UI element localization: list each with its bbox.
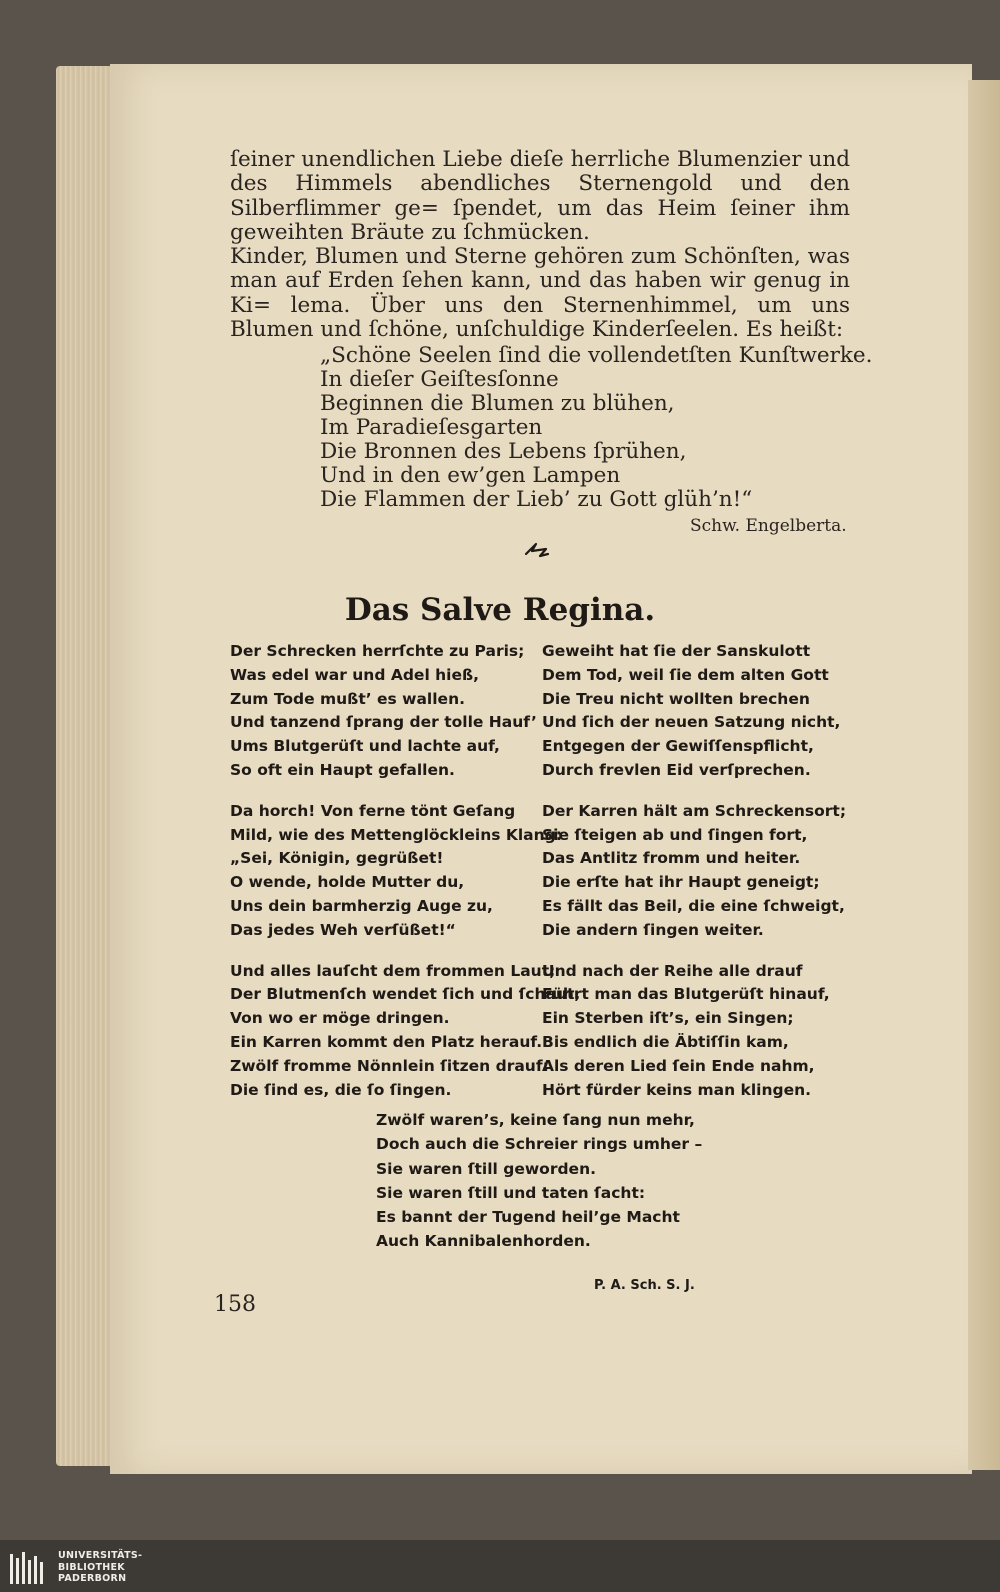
verse-line: „Sei, Königin, gegrüßet! — [230, 849, 444, 868]
verse-line: Ein Karren kommt den Platz herauf. — [230, 1032, 543, 1051]
verse-line: Sie ſteigen ab und ſingen fort, — [542, 825, 808, 844]
verse-line: Die andern ſingen weiter. — [542, 920, 764, 939]
verse-line: Durch frevlen Eid verſprechen. — [542, 760, 811, 779]
verse-line: So oft ein Haupt gefallen. — [230, 760, 455, 779]
verse-line: Zwölf waren’s, keine ſang nun mehr, — [376, 1111, 695, 1129]
verse-line: Von wo er möge dringen. — [230, 1009, 450, 1028]
library-name-line: BIBLIOTHEK — [58, 1561, 125, 1573]
quote-line: Beginnen die Blumen zu blühen, — [320, 391, 675, 416]
library-name-line: UNIVERSITÄTS- — [58, 1550, 143, 1561]
verse-line: Und ſich der neuen Satzung nicht, — [542, 713, 841, 732]
verse-line: Bis endlich die Äbtiſſin kam, — [542, 1032, 789, 1051]
verse-line: Auch Kannibalenhorden. — [376, 1232, 591, 1251]
quoted-poem — [320, 344, 872, 512]
quote-line: Die Bronnen des Lebens ſprühen, — [320, 439, 687, 464]
quote-line: Im Paradieſesgarten — [320, 415, 543, 440]
verse-line: Uns dein barmherzig Auge zu, — [230, 896, 493, 915]
quote-line: Die Flammen der Lieb’ zu Gott glüh’n!“ — [320, 487, 753, 512]
verse-line: Der Schrecken herrſchte zu Paris; — [230, 642, 525, 660]
poem-signature: P. A. Sch. S. J. — [594, 1278, 695, 1293]
verse-line: Ums Blutgerüſt und lachte auf, — [230, 737, 500, 756]
verse-line: O wende, holde Mutter du, — [230, 873, 465, 892]
verse-line: Die erſte hat ihr Haupt geneigt; — [542, 873, 820, 892]
verse-line: Das Antlitz fromm und heiter. — [542, 849, 801, 868]
library-footer — [0, 1540, 1000, 1592]
verse-line: Der Blutmenſch wendet ſich und ſchaut, — [230, 985, 581, 1004]
poem-right-column — [542, 640, 846, 1102]
final-stanza — [376, 1108, 702, 1254]
verse-line: Ein Sterben iſt’s, ein Singen; — [542, 1009, 794, 1028]
verse-line: Zum Tode mußt’ es wallen. — [230, 689, 465, 708]
library-name-line: PADERBORN — [58, 1573, 127, 1584]
verse-line: Hört fürder keins man klingen. — [542, 1080, 812, 1099]
quote-line: In dieſer Geiſtesſonne — [320, 367, 559, 392]
prose-text — [230, 148, 850, 342]
verse-line: Entgegen der Gewiſſenspflicht, — [542, 737, 814, 756]
verse-line: Das jedes Weh verſüßet!“ — [230, 920, 456, 939]
verse-line: Was edel war und Adel hieß, — [230, 665, 480, 684]
prose-paragraph-1: ſeiner unendlichen Liebe dieſe herrliche Blumenzier und des Himmels abendliches Sternengold und den Silberflimmer ge= ſpendet, um das Heim ſeiner ihm geweihten Bräute zu ſchmücken. — [230, 147, 850, 245]
verse-line: Dem Tod, weil ſie dem alten Gott — [542, 665, 829, 684]
verse-line: Es bannt der Tugend heil’ge Macht — [376, 1208, 680, 1227]
verse-line: Führt man das Blutgerüſt hinauf, — [542, 985, 830, 1004]
verse-line: Geweiht hat ſie der Sanskulott — [542, 642, 811, 660]
poem-left-column — [230, 640, 580, 1102]
library-name — [58, 1550, 142, 1585]
verse-line: Doch auch die Schreier rings umher – — [376, 1135, 703, 1154]
verse-line: Die Treu nicht wollten brechen — [542, 689, 810, 708]
opposite-page-edge — [968, 80, 1000, 1470]
verse-line: Sie waren ſtill geworden. — [376, 1159, 596, 1178]
verse-line: Sie waren ſtill und taten ſacht: — [376, 1183, 646, 1202]
verse-line: Es fällt das Beil, die eine ſchweigt, — [542, 896, 845, 915]
verse-line: Zwölf fromme Nönnlein ſitzen drauf: — [230, 1056, 549, 1075]
ornament-icon — [522, 540, 550, 564]
verse-line: Der Karren hält am Schreckensort; — [542, 801, 847, 820]
verse-line: Und nach der Reihe alle drauf — [542, 961, 803, 980]
quote-line: Und in den ew’gen Lampen — [320, 463, 621, 488]
verse-line: Und tanzend ſprang der tolle Hauf’ — [230, 713, 537, 732]
verse-line: Da horch! Von ferne tönt Geſang — [230, 801, 516, 820]
verse-line: Mild, wie des Mettenglöckleins Klang: — [230, 825, 562, 844]
poem-title: Das Salve Regina. — [344, 592, 656, 628]
verse-line: Als deren Lied ſein Ende nahm, — [542, 1056, 815, 1075]
library-logo-icon — [8, 1548, 52, 1588]
quote-line: „Schöne Seelen ſind die vollendetſten Kunſtwerke. — [320, 343, 873, 368]
verse-line: Und alles lauſcht dem frommen Laut; — [230, 961, 556, 980]
verse-line: Die ſind es, die ſo ſingen. — [230, 1080, 452, 1099]
quote-signature: Schw. Engelberta. — [690, 516, 847, 536]
prose-paragraph-2: Kinder, Blumen und Sterne gehören zum Schönſten, was man auf Erden ſehen kann, und das haben wir genug in Ki= lema. Über uns den Sternenhimmel, um uns Blumen und ſchöne, unſchuldige Kinderſeelen. Es heißt: — [230, 244, 850, 343]
page-number: 158 — [214, 1292, 256, 1317]
